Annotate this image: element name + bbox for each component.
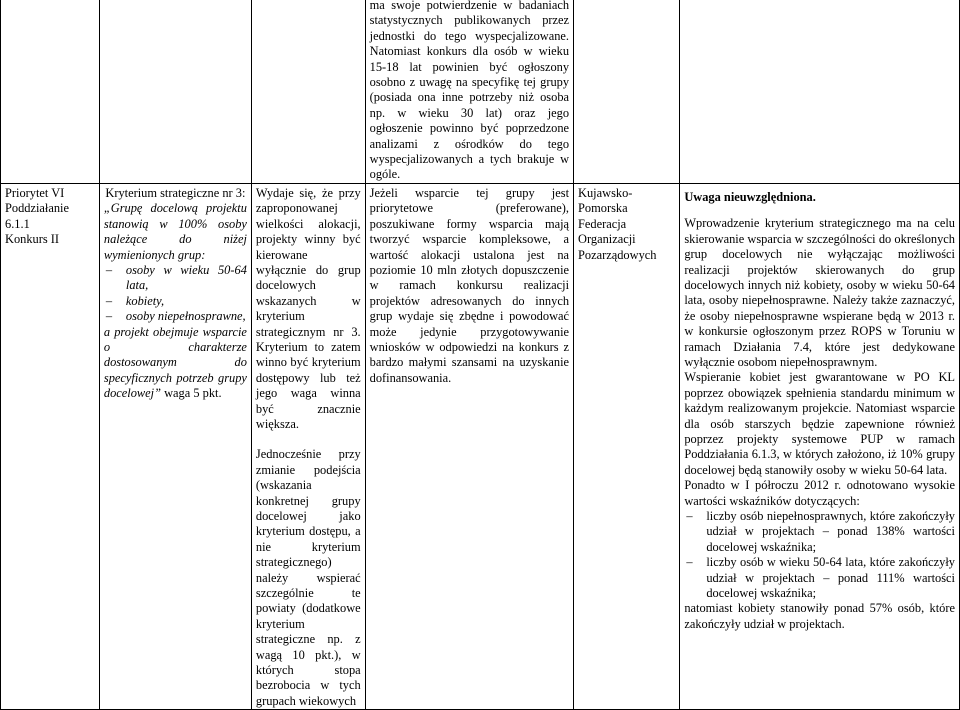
author-line: Federacja: [578, 216, 627, 231]
criterion-groups-list: [104, 263, 247, 325]
author-line: Pozarządowych: [578, 247, 657, 262]
response-paragraph-2: Wspieranie kobiet jest gwarantowane w PO KL poprzez obowiązek spełnienia standardu minimum w każdym realizowanym projekcie. Natomiast wsparcie dla osób starszych będzie zapewnione również poprzez projekty systemowe PUP w ramach Poddziałania 6.1.3, w których założono, iż 10% grupy docelowej będą stanowiły osoby w wieku 50-64 lata.: [684, 370, 955, 477]
list-item: – osoby niepełnosprawne,: [104, 309, 247, 324]
justification-paragraph: Jeżeli wsparcie tej grupy jest priorytetowe (preferowane), poszukiwane formy wsparcia mają tworzyć wsparcie kompleksowe, a wartość alokacji ustalona jest na poziomie 10 mln złotych dopuszczenie w ramach konkursu realizacji projektów adresowanych do innych grup wydaje się zbędne i powodować może jedynie przygotowywanie wniosków w odpowiedzi na konkurs z bardzo małymi szansami na uzyskanie dofinansowania.: [369, 185, 570, 385]
criterion-tail-italic: a projekt obejmuje wsparcie o charakterze dostosowanym do specyficznych potrzeb grupy docelowej”: [103, 324, 247, 401]
cell-author: [574, 183, 680, 709]
response-indicator-list: [684, 509, 955, 601]
cell-empty: [251, 0, 365, 183]
spacer: [684, 205, 955, 216]
response-heading: Uwaga nieuwzględniona.: [684, 189, 816, 204]
response-paragraph-3: Ponadto w I półroczu 2012 r. odnotowano wysokie wartości wskaźników dotyczących:: [684, 478, 955, 508]
list-item: – liczby osób niepełnosprawnych, które zakończyły udział w projektach – ponad 138% wartości docelowej wskaźnika;: [684, 509, 955, 555]
criterion-quote: „Grupę docelową projektu stanowią w 100% osoby należące do niżej wymienionych grup:: [103, 201, 247, 262]
list-item: – osoby w wieku 50-64 lata,: [104, 263, 247, 294]
cell-location: [1, 183, 100, 709]
cell-justification: [365, 183, 573, 709]
cell-proposed-change: [251, 183, 365, 709]
subaction-label: Poddziałanie 6.1.1: [5, 201, 69, 231]
cell-current-text: [99, 183, 251, 709]
table-row: [1, 183, 960, 709]
criterion-tail-weight: waga 5 pkt.: [161, 386, 222, 401]
proposal-paragraph-2: Jednocześnie przy zmianie podejścia (wskazania konkretnej grupy docelowej jako kryterium dostępu, a nie kryterium strategicznego) należy wspierać szczególnie te powiaty (dodatkowe kryterium strategiczne np. z wagą 10 pkt.), w których stopa bezrobocia w tych grupach wiekowych: [255, 447, 361, 708]
author-line: Organizacji: [578, 232, 636, 247]
cell-justification-continued: [365, 0, 573, 183]
cell-empty: [99, 0, 251, 183]
criterion-heading: Kryterium strategiczne nr 3:: [105, 185, 246, 200]
proposal-paragraph-1: Wydaje się, że przy zaproponowanej wielkości alokacji, projekty winny być kierowane wyłącznie do grup docelowych wskazanych w kryterium strategicznym nr 3. Kryterium to zatem winno być kryterium dostępowy lub też jego waga winna być znacznie większa.: [255, 185, 361, 431]
author-line: Kujawsko-: [578, 185, 633, 200]
spacer: [256, 432, 361, 447]
list-item: – liczby osób w wieku 50-64 lata, które zakończyły udział w projektach – ponad 111% wartości docelowej wskaźnika;: [684, 555, 955, 601]
response-paragraph-4: natomiast kobiety stanowiły ponad 57% osób, które zakończyły udział w projektach.: [684, 601, 955, 631]
author-line: Pomorska: [578, 201, 628, 216]
table-row: [1, 0, 960, 183]
response-paragraph-1: Wprowadzenie kryterium strategicznego ma na celu skierowanie wsparcia w szczególności do określonych grup docelowych nie wyłączając możliwości realizacji projektów skierowanych do grup docelowych innych niż kobiety, osoby w wieku 50-64 lata, osoby niepełnosprawne. Należy także zaznaczyć, że osoby niepełnosprawne wspierane będą w 2013 r. w konkursie ogłoszonym przez ROPS w Toruniu w ramach Działania 7.4, które jest dedykowane wyłącznie osobom niepełnosprawnym.: [684, 216, 955, 369]
cell-empty: [1, 0, 100, 183]
cell-response: [680, 183, 960, 709]
contest-label: Konkurs II: [5, 232, 60, 247]
list-item: – kobiety,: [104, 294, 247, 309]
continued-paragraph: ma swoje potwierdzenie w badaniach statystycznych publikowanych przez jednostki do tego wyspecjalizowane. Natomiast konkurs dla osób w wieku 15-18 lat powinien być ogłoszony osobno z uwagę na specyfikę tej grupy (posiada ona inne potrzeby niż osoba np. w wieku 30 lat) oraz jego ogłoszenie powinno być poprzedzone analizami z ośrodków do tego wyspecjalizowanych a tych brakuje w ogóle.: [369, 0, 570, 182]
priority-label: Priorytet VI: [5, 185, 65, 200]
criterion-tail: [104, 325, 247, 402]
cell-empty: [680, 0, 960, 183]
cell-empty: [574, 0, 680, 183]
